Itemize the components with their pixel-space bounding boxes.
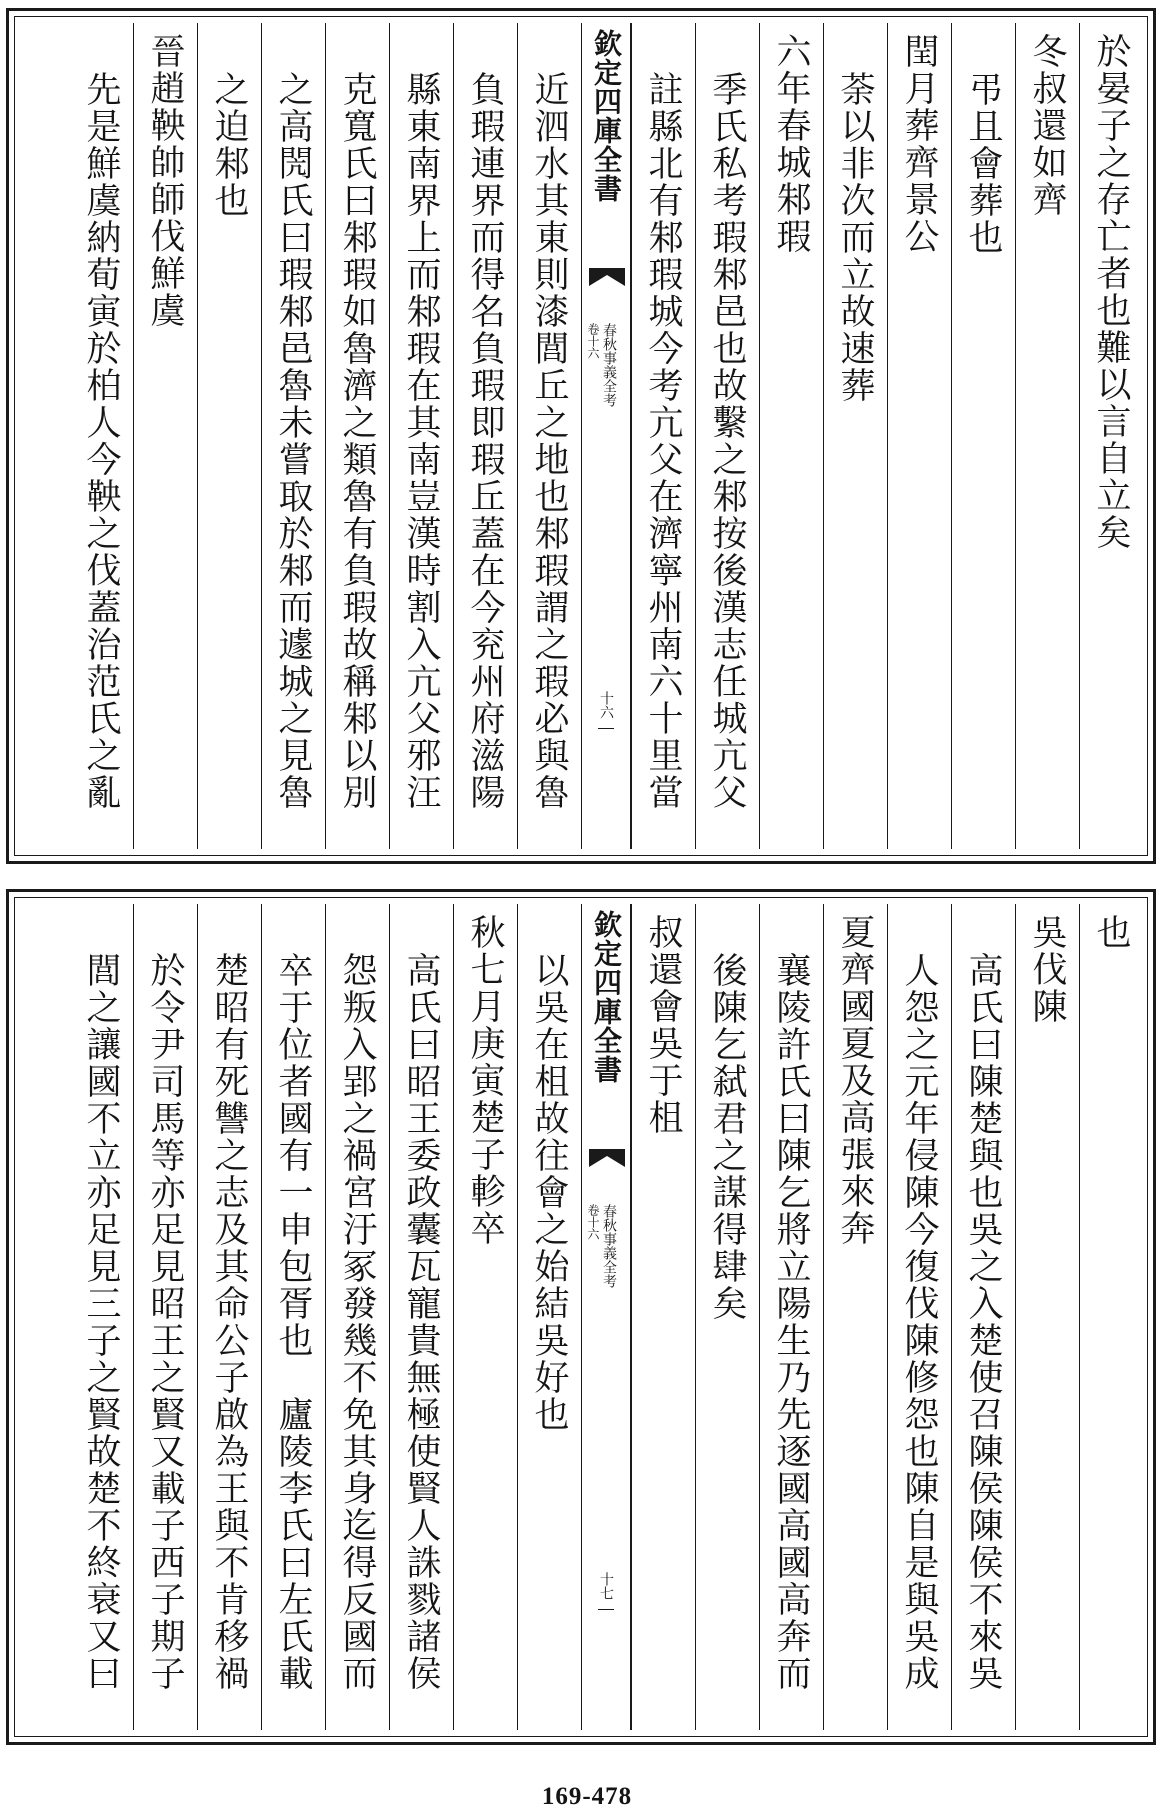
fish-tail-mark-icon	[589, 1149, 625, 1167]
text-column: 冬叔還如齊	[1015, 23, 1079, 849]
catalog-page-number: 169-478	[541, 1783, 633, 1810]
center-fold-column	[581, 23, 631, 849]
leaf-number: 十七	[598, 1572, 614, 1600]
lower-page	[6, 889, 1156, 1745]
text-column: 閭之讓國不立亦足見三子之賢故楚不終衰又曰	[81, 952, 121, 1692]
book-title: 春秋事義全考	[601, 1204, 617, 1288]
text-column: 叔還會吳于柤	[631, 904, 695, 1730]
text-column: 註縣北有邾瑕城今考亢父在濟寧州南六十里當	[631, 23, 695, 849]
text-column: 近泗水其東則漆閭丘之地也邾瑕謂之瑕必與魯	[517, 23, 581, 849]
upper-page	[6, 8, 1156, 864]
text-column: 之迫邾也	[197, 23, 261, 849]
text-column: 襄陵許氏曰陳乞將立陽生乃先逐國高國高奔而	[759, 904, 823, 1730]
text-column: 高氏曰陳楚與也吳之入楚使召陳侯陳侯不來吳	[951, 904, 1015, 1730]
text-column: 於晏子之存亡者也難以言自立矣	[1079, 23, 1143, 849]
text-column: 秋七月庚寅楚子軫卒	[453, 904, 517, 1730]
text-column: 季氏私考瑕邾邑也故繫之邾按後漢志任城亢父	[695, 23, 759, 849]
text-column: 後陳乞弑君之謀得肆矣	[695, 904, 759, 1730]
collection-title: 欽定四庫全書	[590, 910, 623, 1084]
leaf-rule	[598, 1609, 614, 1610]
text-column: 晉趙鞅帥師伐鮮虞	[133, 23, 197, 849]
text-column: 也	[1079, 904, 1143, 1730]
text-column: 先是鮮虞納荀寅於柏人今鞅之伐蓋治范氏之亂	[81, 71, 121, 811]
text-column: 縣東南界上而邾瑕在其南豈漢時割入亢父邪汪	[389, 23, 453, 849]
text-column: 人怨之元年侵陳今復伐陳修怨也陳自是與吳成	[887, 904, 951, 1730]
center-fold-column	[581, 904, 631, 1730]
text-column: 以吳在柤故往會之始結吳好也	[517, 904, 581, 1730]
text-column: 高氏曰昭王委政囊瓦寵貴無極使賢人誅戮諸侯	[389, 904, 453, 1730]
text-column: 怨叛入郢之禍宮汙冢發幾不免其身迄得反國而	[325, 904, 389, 1730]
text-column: 夏齊國夏及高張來奔	[823, 904, 887, 1730]
fish-tail-mark-icon	[589, 268, 625, 286]
text-column: 之高閌氏曰瑕邾邑魯未嘗取於邾而遽城之見魯	[261, 23, 325, 849]
text-column: 於令尹司馬等亦足見昭王之賢又載子西子期子	[133, 904, 197, 1730]
text-column: 負瑕連界而得名負瑕即瑕丘蓋在今兖州府滋陽	[453, 23, 517, 849]
collection-title: 欽定四庫全書	[590, 29, 623, 203]
text-column: 克寬氏曰邾瑕如魯濟之類魯有負瑕故稱邾以別	[325, 23, 389, 849]
text-column: 閏月葬齊景公	[887, 23, 951, 849]
book-title: 春秋事義全考	[601, 323, 617, 407]
text-column: 卒于位者國有一申包胥也 廬陵李氏曰左氏載	[261, 904, 325, 1730]
text-column: 荼以非次而立故速葬	[823, 23, 887, 849]
text-column: 楚昭有死讐之志及其命公子啟為王與不肯移禍	[197, 904, 261, 1730]
text-column: 弔且會葬也	[951, 23, 1015, 849]
volume-label: 卷十六	[586, 323, 600, 359]
text-column: 六年春城邾瑕	[759, 23, 823, 849]
text-column: 吳伐陳	[1015, 904, 1079, 1730]
leaf-number: 十六	[598, 691, 614, 719]
volume-label: 卷十六	[586, 1204, 600, 1240]
leaf-rule	[598, 728, 614, 729]
